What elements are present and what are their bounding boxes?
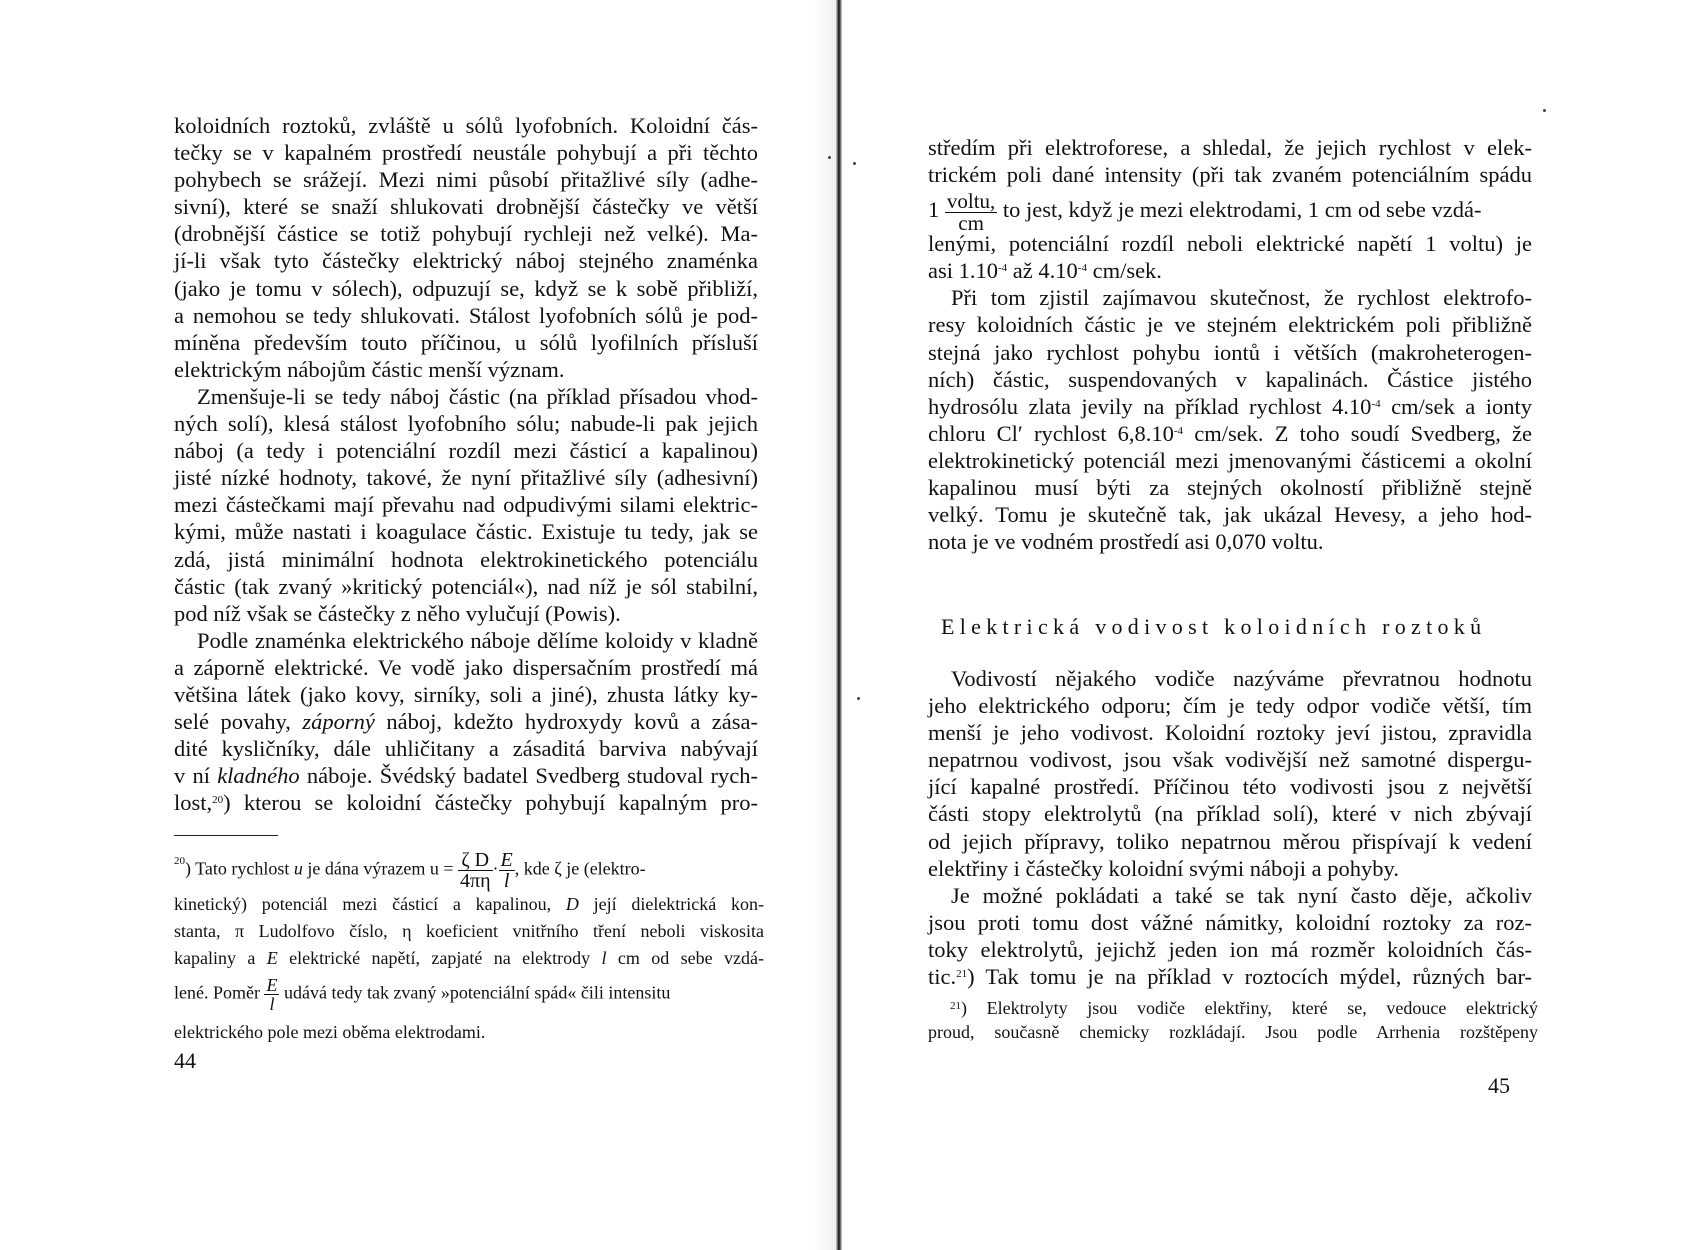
- text-line: [928, 963, 1532, 990]
- text-run: lené. Poměr: [174, 982, 260, 1003]
- left-body-text: [174, 112, 758, 816]
- text-run: v ní: [174, 763, 210, 789]
- text-line: a nemohou se tedy shlukovati. Stálost lyofobních sólů je pod-: [174, 302, 758, 328]
- text-line: většina látek (jako kovy, sirníky, soli a jiné), zhusta látky ky-: [174, 681, 758, 707]
- text-line: [174, 789, 758, 816]
- math-var: u: [293, 858, 303, 879]
- text-line: Je možné pokládati a také se tak nyní často děje, ačkoliv: [951, 882, 1532, 908]
- text-run: cm/sek.: [1092, 258, 1162, 284]
- text-line: kapalinou musí býti za stejných okolností přibližně stejně: [928, 475, 1532, 501]
- text-line: Zmenšuje-li se tedy náboj částic (na příklad přísadou vhod-: [197, 383, 758, 409]
- footnote-20: [174, 850, 764, 1046]
- footnote-line: [174, 850, 764, 891]
- footnote-rule: [174, 835, 278, 836]
- text-line: částic (tak zvaný »kritický potenciál«), nad níž je sól stabilní,: [174, 573, 758, 599]
- right-body-text-2: [928, 665, 1532, 990]
- footnote-line: stanta, π Ludolfovo číslo, η koeficient vnitřního tření neboli viskosita: [174, 921, 764, 941]
- text-run: cm od sebe vzdá-: [617, 948, 764, 968]
- text-run: ) Tato rychlost: [185, 858, 290, 879]
- text-run: cm/sek. Z toho soudí Svedberg, že: [1194, 420, 1533, 446]
- footnote-line: [174, 945, 764, 972]
- text-line: Podle znaménka elektrického náboje dělíme koloidy v kladně: [197, 627, 758, 653]
- text-line: jící kapalné prostředí. Příčinou této vodivosti jsou z největší: [928, 774, 1532, 800]
- superscript: -4: [1077, 262, 1087, 275]
- text-line: lenými, potenciální rozdíl neboli elektrické napětí 1 voltu) je: [928, 231, 1532, 257]
- scan-speck: [853, 162, 856, 165]
- text-line: zdá, jistá minimální hodnota elektrokinetického potenciálu: [174, 546, 758, 572]
- gutter-shadow: [812, 0, 836, 1250]
- scan-speck: [828, 156, 831, 159]
- text-line: náboj (a tedy i potenciální rozdíl mezi částicí a kapalinou): [174, 438, 758, 464]
- text-line: pohybech se srážejí. Mezi nimi působí přitažlivé síly (adhe-: [174, 167, 758, 193]
- footnote-ref[interactable]: 21: [956, 968, 968, 981]
- section-heading: Elektrická vodivost koloidních roztoků: [941, 614, 1487, 639]
- math-var: E: [266, 948, 278, 968]
- text-run: udává tedy tak zvaný »potenciální spád« čili intensitu: [283, 982, 671, 1003]
- text-line: středím při elektroforese, a shledal, že jejich rychlost v elek-: [928, 135, 1532, 160]
- footnote-21: [928, 996, 1538, 1044]
- footnote-line: elektrického pole mezi oběma elektrodami.: [174, 1022, 486, 1042]
- right-page: [842, 0, 1695, 1250]
- scan-speck: [857, 697, 860, 700]
- text-line: jsou proti tomu dost vážné námitky, koloidní roztoky za roz-: [928, 909, 1532, 935]
- fraction-numerator: E: [266, 975, 278, 995]
- text-line: resy koloidních částic je ve stejném elektrickém poli přibližně: [928, 312, 1532, 338]
- text-run: náboje. Švédský badatel Svedberg studoval rych-: [306, 763, 759, 789]
- text-run: tic.: [928, 964, 957, 990]
- footnote-ref[interactable]: 20: [212, 794, 224, 807]
- text-line: Vodivostí nějakého vodiče nazýváme převratnou hodnotu: [951, 666, 1532, 691]
- footnote-line: [174, 891, 764, 918]
- scan-speck: [1543, 109, 1546, 112]
- text-line: [928, 188, 1532, 235]
- text-run: až 4.10: [1012, 258, 1078, 284]
- text-run: ) Tak tomu je na příklad v roztocích mýdel, různých bar-: [967, 964, 1532, 990]
- footnote-marker: 20: [174, 855, 185, 867]
- math-var: l: [601, 948, 607, 968]
- fraction-denominator: cm: [958, 210, 984, 235]
- text-line: elektrokinetický potenciál mezi jmenovanými částicemi a okolní: [928, 447, 1532, 473]
- text-line: elektrickým nábojům částic menší význam.: [174, 356, 565, 382]
- text-run: asi 1.10: [928, 258, 998, 284]
- text-run: cm/sek a ionty: [1391, 393, 1532, 419]
- text-line: kými, může nastati i koagulace částic. Existuje tu tedy, jak se: [174, 519, 758, 545]
- text-run: , kde ζ je (elektro-: [514, 858, 646, 879]
- footnote-line: [928, 996, 1538, 1020]
- text-line: od jejich přípravy, toliko nepatrnou měrou přispívají k vedení: [928, 828, 1532, 854]
- text-line: stejná jako rychlost pohybu iontů i větších (makroheterogen-: [928, 339, 1532, 365]
- text-line: pod níž však se částečky z něho vylučují (Powis).: [174, 600, 621, 626]
- footnote-marker: 21: [950, 1000, 961, 1012]
- text-line: Při tom zjistil zajímavou skutečnost, že rychlost elektrofo-: [951, 285, 1532, 311]
- text-line: a záporně elektrické. Ve vodě jako dispersačním prostředí má: [174, 654, 758, 680]
- text-line: dité kysličníky, dále uhličitany a zásaditá barviva nabývají: [174, 736, 758, 762]
- text-line: [928, 420, 1532, 447]
- fraction-denominator: l: [269, 994, 275, 1014]
- text-line: (jako je tomu v sólech), odpuzují se, když se k sobě přibliží,: [174, 275, 758, 301]
- text-run: ) kterou se koloidní částečky pohybují kapalným pro-: [223, 790, 758, 816]
- text-line: jí-li však tyto částečky elektrický náboj stejného znaménka: [174, 248, 758, 274]
- text-line: koloidních roztoků, zvláště u sólů lyofobních. Koloidní čás-: [174, 113, 758, 138]
- text-line: míněna především touto příčinou, u sólů lyofilních přísluší: [174, 329, 758, 355]
- text-line: nepatrnou vodivost, jsou však vodivější než samotné dispergu-: [928, 747, 1532, 773]
- text-run: hydrosólu zlata jevily na příklad rychlost 4.10: [928, 393, 1372, 419]
- text-line: [928, 257, 1532, 284]
- fraction-numerator: E: [500, 849, 513, 871]
- right-body-text: [928, 134, 1532, 555]
- text-run: kinetický) potenciál mezi částicí a kapalinou,: [174, 894, 552, 914]
- footnote-line: proud, současně chemicky rozkládají. Jsou podle Arrhenia rozštěpeny: [928, 1022, 1538, 1042]
- fraction-denominator: 4πη: [459, 870, 491, 892]
- fraction-numerator: ζ D: [458, 850, 493, 871]
- italic-term: záporný: [302, 709, 375, 735]
- text-run: ) Elektrolyty jsou vodiče elektřiny, které se, vedouce elektrický: [961, 998, 1538, 1018]
- text-line: části stopy elektrolytů (na příklad solí), které v nich zbývají: [928, 801, 1532, 827]
- italic-term: kladného: [217, 763, 300, 789]
- text-run: lost,: [174, 790, 213, 816]
- text-run: chloru Cl′ rychlost 6,8.10: [928, 420, 1174, 446]
- text-line: tečky se v kapalném prostředí neustále pohybují a při těchto: [174, 140, 758, 166]
- text-run: selé povahy,: [174, 709, 291, 735]
- text-line: jeho elektrického odporu; čím je tedy odpor vodiče větší, tím: [928, 693, 1532, 719]
- text-line: (drobnější částice se totiž pohybují rychleji než velké). Ma-: [174, 221, 758, 247]
- left-page: [0, 0, 838, 1250]
- text-line: velký. Tomu je skutečně tak, jak ukázal Hevesy, a jeho hod-: [928, 502, 1532, 528]
- text-run: elektrické napětí, zapjaté na elektrody: [289, 948, 591, 968]
- math-var: D: [565, 894, 579, 914]
- text-line: menší je jeho vodivost. Koloidní roztoky jeví jistou, zpravidla: [928, 720, 1532, 746]
- footnote-line: [174, 976, 764, 1013]
- text-line: ních) částic, suspendovaných v kapalinách. Částice jistého: [928, 366, 1532, 392]
- text-run: to jest, když je mezi elektrodami, 1 cm od sebe vzdá-: [1002, 197, 1482, 223]
- fraction-numerator: voltu,: [946, 188, 996, 213]
- page-number: 45: [1488, 1073, 1510, 1098]
- superscript: -4: [1371, 397, 1381, 410]
- fraction-volt-per-cm: [945, 188, 997, 235]
- fraction-e-over-l: [264, 976, 279, 1013]
- text-line: toky elektrolytů, jejichž jeden ion má rozměr koloidních čás-: [928, 936, 1532, 962]
- fraction-e-over-l: [499, 850, 515, 891]
- superscript: -4: [1173, 424, 1184, 437]
- text-run: je dána výrazem u =: [307, 858, 454, 879]
- text-line: [928, 393, 1532, 420]
- superscript: -4: [998, 262, 1008, 275]
- text-line: mezi částečkami mají převahu nad odpudivými silami elektric-: [174, 492, 758, 518]
- text-line: nota je ve vodném prostředí asi 0,070 voltu.: [928, 529, 1324, 555]
- text-line: jisté nízké hodnoty, takové, že nyní přitažlivé síly (adhesivní): [174, 465, 758, 491]
- page-number: 44: [174, 1048, 196, 1073]
- text-line: trickém poli dané intensity (při tak zvaném potenciálním spádu: [928, 162, 1532, 188]
- fraction-denominator: l: [503, 870, 510, 892]
- text-line: [174, 708, 758, 735]
- text-run: náboj, kdežto hydroxydy kovů a zása-: [386, 709, 758, 735]
- text-line: elektřiny i částečky koloidní svými náboji a pohyby.: [928, 855, 1399, 881]
- text-line: [174, 762, 758, 789]
- text-line: sivní), které se snaží shlukovati drobnější částečky ve větší: [174, 194, 758, 220]
- fraction-zeta-d-over-4-pi-eta: [458, 850, 493, 891]
- multiply-dot: ·: [492, 858, 499, 879]
- text-run: její dielektrická kon-: [593, 894, 765, 914]
- text-run: 1: [928, 197, 940, 223]
- text-line: ných solí), klesá stálost lyofobního sólu; nabude-li pak jejich: [174, 411, 758, 437]
- text-run: kapaliny a: [174, 948, 256, 968]
